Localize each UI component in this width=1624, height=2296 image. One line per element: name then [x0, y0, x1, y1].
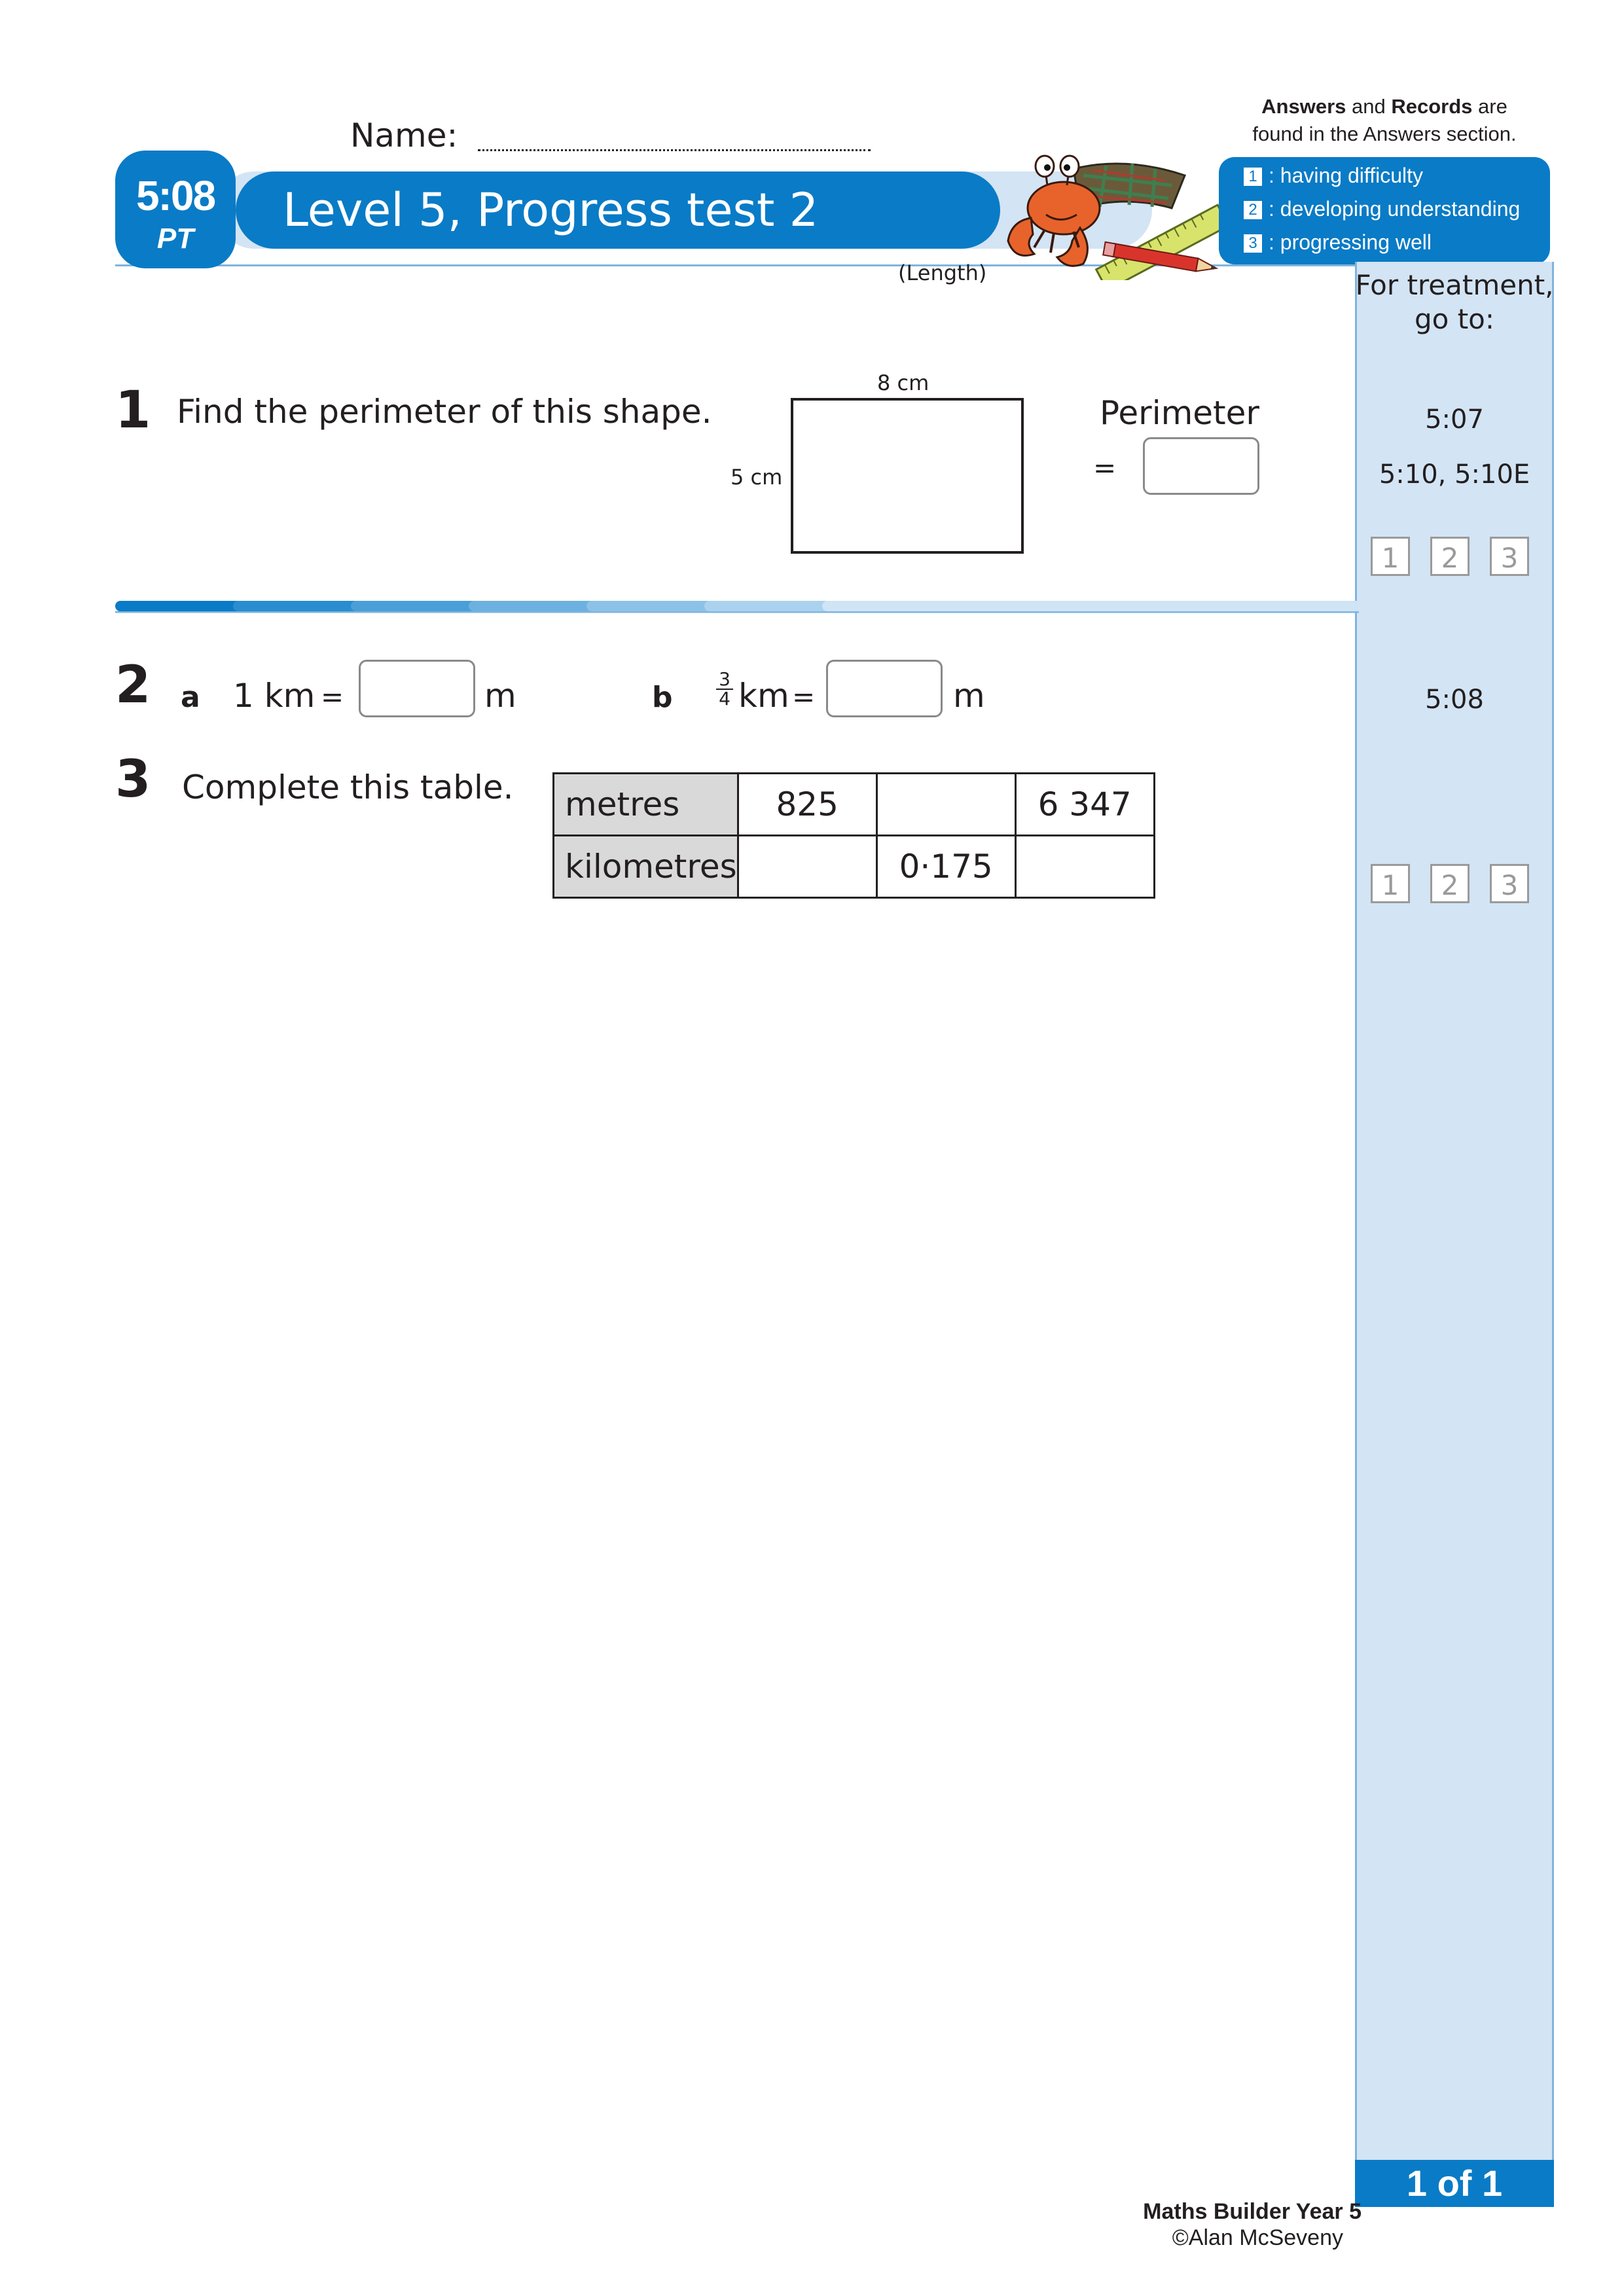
perimeter-label: Perimeter [1100, 394, 1259, 432]
crab-mascot-icon [995, 149, 1231, 280]
question-number: 2 [115, 656, 151, 715]
rating-box-1[interactable]: 1 [1371, 537, 1410, 576]
part-a-quantity: 1 km [233, 677, 316, 715]
unit-label: m [484, 677, 516, 715]
rectangle-shape [791, 398, 1024, 554]
question-number: 3 [115, 750, 151, 809]
table-answer-cell[interactable] [876, 774, 1015, 836]
topic-subtitle: (Length) [898, 260, 987, 285]
book-title: Maths Builder Year 5 [1143, 2199, 1362, 2224]
table-answer-cell[interactable] [738, 836, 876, 898]
page-count: 1 of 1 [1355, 2160, 1554, 2207]
copyright: ©Alan McSeveny [1172, 2225, 1343, 2250]
height-label: 5 cm [731, 465, 783, 490]
rating-box-2[interactable]: 2 [1430, 864, 1470, 903]
part-b-unit: km [738, 677, 789, 715]
rating-box-3[interactable]: 3 [1490, 864, 1529, 903]
part-a-answer-box[interactable] [359, 660, 475, 717]
table-answer-cell[interactable] [1015, 836, 1154, 898]
equals-sign: = [1093, 452, 1117, 484]
rating-box-3[interactable]: 3 [1490, 537, 1529, 576]
equals-sign: = [792, 681, 816, 713]
key-item: 1 : having difficulty [1244, 164, 1423, 188]
key-item: 3 : progressing well [1244, 230, 1432, 255]
width-label: 8 cm [877, 370, 929, 395]
name-line[interactable] [478, 149, 871, 151]
row-header-kilometres: kilometres [554, 836, 738, 898]
test-code: 5:08 [135, 172, 215, 219]
test-code-sub: PT [156, 223, 194, 255]
table-cell: 0·175 [876, 836, 1015, 898]
name-label: Name: [350, 117, 458, 154]
table-cell: 6 347 [1015, 774, 1154, 836]
table-cell: 825 [738, 774, 876, 836]
table-row [554, 836, 1155, 898]
answers-note: Answers and Records are found in the Answers section. [1252, 95, 1517, 145]
fraction [716, 670, 733, 708]
question-number: 1 [115, 381, 151, 440]
fraction-numerator: 3 [719, 668, 731, 690]
fraction-denominator: 4 [716, 689, 733, 708]
row-header-metres: metres [554, 774, 738, 836]
treatment-ref: 5:07 [1425, 404, 1484, 435]
part-a-label: a [181, 681, 200, 714]
treatment-heading: For treatment, go to: [1355, 269, 1554, 335]
treatment-ref: 5:08 [1425, 685, 1484, 715]
part-b-answer-box[interactable] [826, 660, 943, 717]
part-b-label: b [652, 681, 673, 714]
rating-box-1[interactable]: 1 [1371, 864, 1410, 903]
conversion-table [552, 772, 1155, 899]
rating-box-2[interactable]: 2 [1430, 537, 1470, 576]
key-item: 2 : developing understanding [1244, 197, 1520, 221]
table-row [554, 774, 1155, 836]
treatment-ref: 5:10, 5:10E [1379, 459, 1530, 490]
question-text: Complete this table. [182, 768, 514, 806]
unit-label: m [953, 677, 985, 715]
equals-sign: = [321, 681, 344, 713]
perimeter-answer-box[interactable] [1143, 437, 1259, 495]
question-text: Find the perimeter of this shape. [177, 393, 712, 431]
page-title: Level 5, Progress test 2 [283, 183, 819, 237]
section-divider [115, 598, 1359, 614]
